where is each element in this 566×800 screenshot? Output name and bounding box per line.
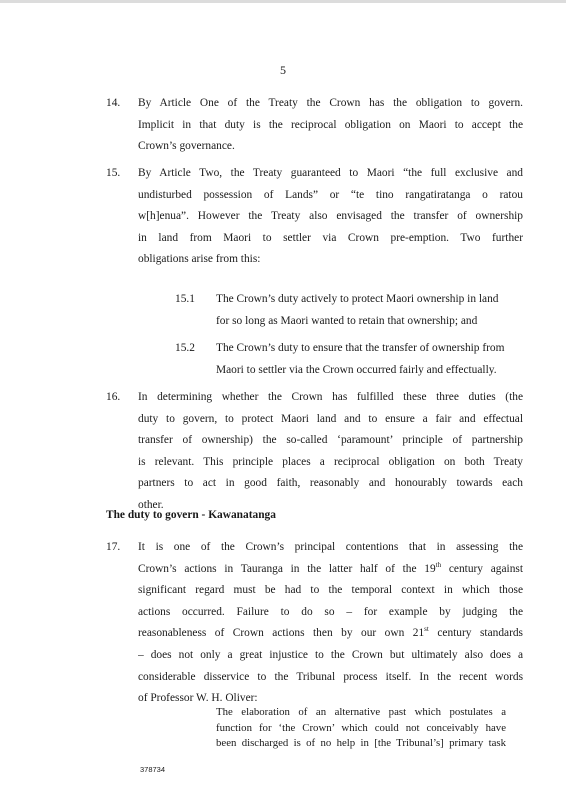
paragraph-line: is relevant. This principle places a reciprocal obligation on both Treaty: [138, 455, 523, 468]
quote-line: The elaboration of an alternative past which postulates a: [216, 706, 506, 718]
paragraph-line: Crown’s actions in Tauranga in the latter half of the 19th century against: [138, 560, 523, 575]
paragraph-line: significant regard must be had to the temporal context in which those: [138, 584, 523, 597]
paragraph-line: Implicit in that duty is the reciprocal obligation on Maori to accept the: [138, 118, 523, 131]
paragraph-15-1: [216, 289, 523, 332]
paragraph-line: w[h]enua”. However the Treaty also envisaged the transfer of ownership: [138, 210, 523, 223]
paragraph-line: duty to govern, to protect Maori land and to ensure a fair and effectual: [138, 412, 523, 425]
page-number: 5: [280, 63, 286, 77]
paragraph-17: [138, 537, 523, 710]
paragraph-number-16: 16.: [106, 391, 121, 403]
paragraph-number-17: 17.: [106, 541, 121, 553]
paragraph-line: in land from Maori to settler via Crown pre-emption. Two further: [138, 231, 523, 244]
paragraph-15-2: [216, 338, 523, 381]
section-heading: The duty to govern - Kawanatanga: [106, 509, 276, 521]
paragraph-line: transfer of ownership) the so-called ‘paramount’ principle of partnership: [138, 434, 523, 447]
quote-line: been discharged is of no help in [the Tribunal’s] primary task: [216, 737, 506, 749]
quote-line: function for ‘the Crown’ which could not conceivably have: [216, 721, 506, 734]
paragraph-line: other.: [138, 498, 164, 511]
paragraph-number-15-1: 15.1: [175, 293, 195, 305]
paragraph-line: – does not only a great injustice to the Crown but ultimately also does a: [138, 648, 523, 661]
paragraph-line: considerable disservice to the Tribunal process itself. In the recent words: [138, 670, 523, 683]
paragraph-15: [138, 163, 523, 271]
paragraph-line: By Article Two, the Treaty guaranteed to Maori “the full exclusive and: [138, 167, 523, 179]
paragraph-line: The Crown’s duty actively to protect Maori ownership in land: [216, 293, 499, 305]
paragraph-number-15-2: 15.2: [175, 342, 195, 354]
paragraph-line: It is one of the Crown’s principal contentions that in assessing the: [138, 541, 523, 553]
paragraph-line: The Crown’s duty to ensure that the transfer of ownership from: [216, 342, 505, 354]
document-id: 378734: [140, 765, 166, 774]
paragraph-line: actions occurred. Failure to do so – for example by judging the: [138, 605, 523, 618]
paragraph-number-14: 14.: [106, 97, 121, 109]
paragraph-line: obligations arise from this:: [138, 253, 261, 266]
paragraph-16: [138, 387, 523, 517]
scan-artifact: [0, 0, 566, 3]
paragraph-line: partners to act in good faith, reasonably and honourably towards each: [138, 477, 523, 490]
block-quote: [216, 705, 506, 752]
paragraph-number-15: 15.: [106, 167, 121, 179]
paragraph-line: Maori to settler via the Crown occurred fairly and effectually.: [216, 363, 497, 376]
paragraph-line: In determining whether the Crown has fulfilled these three duties (the: [138, 391, 523, 403]
paragraph-line: for so long as Maori wanted to retain that ownership; and: [216, 314, 478, 327]
paragraph-14: [138, 93, 523, 158]
paragraph-line: By Article One of the Treaty the Crown has the obligation to govern.: [138, 97, 523, 109]
paragraph-line: of Professor W. H. Oliver:: [138, 692, 258, 705]
paragraph-line: Crown’s governance.: [138, 140, 235, 153]
paragraph-line: undisturbed possession of Lands” or “te tino rangatiratanga o ratou: [138, 188, 523, 201]
paragraph-line: reasonableness of Crown actions then by our own 21st century standards: [138, 625, 523, 640]
